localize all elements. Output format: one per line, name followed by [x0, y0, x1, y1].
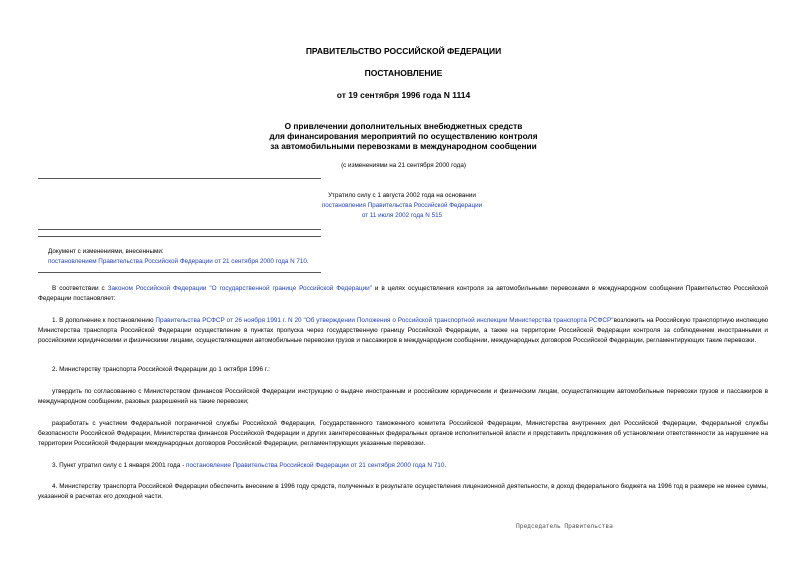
rsfsr-decree-link[interactable]: Правительства РСФСР от 26 ноября 1991 г. N 20 "Об утверждении Положения о Российской транспортной инспекции Министерства транспорта РСФСР" — [155, 317, 614, 324]
border-law-link[interactable]: Законом Российской Федерации "О государственной границе Российской Федерации" — [107, 285, 372, 292]
document-type: ПОСТАНОВЛЕНИЕ — [364, 68, 443, 78]
clause-2-item-2-text: разработать с участием Федеральной пограничной службы Российской Федерации, Государственного таможенного комитета Российской Федерации, Министерства внутренних дел Российской Федерации, Федеральной службы безопасности Российской Федерации, Министерства финансов Российской Федерации и других заинтересованных федеральных органов исполнительной власти и представить предложения об установлении ответственности за нарушение на территории Российской Федерации международных договоров Российской Федерации, регламентирующих указанные перевозки. — [38, 420, 768, 447]
changes-note: (с изменениями на 21 сентября 2000 года) — [341, 162, 466, 169]
clause-2-item-2 — [38, 419, 768, 449]
clause-1 — [38, 316, 768, 346]
title-line: за автомобильными перевозками в международном сообщении — [270, 141, 537, 151]
clause-2-text: 2. Министерству транспорта Российской Федерации до 1 октября 1996 г.: — [52, 366, 270, 373]
amendments-block — [48, 247, 338, 267]
clause-2-item-1-text: утвердить по согласованию с Министерством финансов Российской Федерации инструкцию о выдаче иностранным и российским юридическим и физическим лицам, осуществляющим автомобильные перевозки грузов и пассажиров в международном сообщении, разовых разрешений на такие перевозки; — [38, 388, 768, 405]
clause-3-text: 3. Пункт утратил силу с 1 января 2001 года - — [52, 462, 186, 469]
amendment-tail: . — [306, 258, 309, 265]
repeal-notice-text: Утратило силу с 1 августа 2002 года на основании — [328, 192, 476, 199]
government-heading: ПРАВИТЕЛЬСТВО РОССИЙСКОЙ ФЕДЕРАЦИИ — [305, 46, 502, 56]
preamble-text: В соответствии с — [52, 285, 108, 292]
decree-710-link[interactable]: постановление Правительства Российской Федерации от 21 сентября 2000 года N 710 — [186, 462, 445, 469]
clause-4 — [38, 482, 768, 502]
clause-4-text: 4. Министерству транспорта Российской Федерации обеспечить внесение в 1996 году средств, полученных в результате осуществления лицензионной деятельности, в доход федерального бюджета на 1996 год в размере не менее суммы, указанной в расчетах его доходной части. — [38, 483, 768, 500]
title-line: О привлечении дополнительных внебюджетных средств — [284, 121, 523, 131]
divider — [38, 178, 321, 179]
clause-2-item-1 — [38, 387, 768, 407]
document-title — [0, 121, 807, 151]
clause-3 — [38, 461, 768, 471]
divider — [38, 236, 321, 237]
amendment-link[interactable]: постановлением Правительства Российской Федерации от 21 сентября 2000 года N 710 — [48, 258, 307, 265]
document-date-number: от 19 сентября 1996 года N 1114 — [336, 90, 471, 100]
divider — [38, 229, 321, 230]
clause-1-text: 1. В дополнение к постановлению — [52, 317, 156, 324]
clause-1-text-tail: возложить на Российскую транспортную инспекцию Министерства транспорта Российской Федерации осуществление в пунктах пропуска через государственную границу Российской Федерации, а также на территории Российской Федерации контроля за соблюдением иностранными и российскими юридическими и физическими лицами, осуществляющими автомобильные перевозки грузов и пассажиров в международном сообщении, международных договоров Российской Федерации, регламентирующих такие перевозки. — [38, 317, 768, 344]
repeal-decree-date-link[interactable]: от 11 июля 2002 года N 515 — [361, 212, 443, 219]
preamble-text-tail: и в целях осуществления контроля за автомобильными перевозками в международном сообщении Правительство Российской Федерации постановляет: — [38, 285, 768, 302]
preamble-paragraph — [38, 284, 768, 304]
repeal-notice — [232, 191, 572, 221]
repeal-decree-link[interactable]: постановления Правительства Российской Федерации — [321, 202, 483, 209]
divider — [38, 272, 321, 273]
clause-3-tail: . — [444, 462, 447, 469]
amendments-intro: Документ с изменениями, внесенными: — [48, 248, 164, 255]
title-line: для финансирования мероприятий по осуществлению контроля — [269, 131, 538, 141]
clause-2 — [38, 365, 768, 375]
signature-title: Председатель Правительства — [516, 523, 613, 530]
